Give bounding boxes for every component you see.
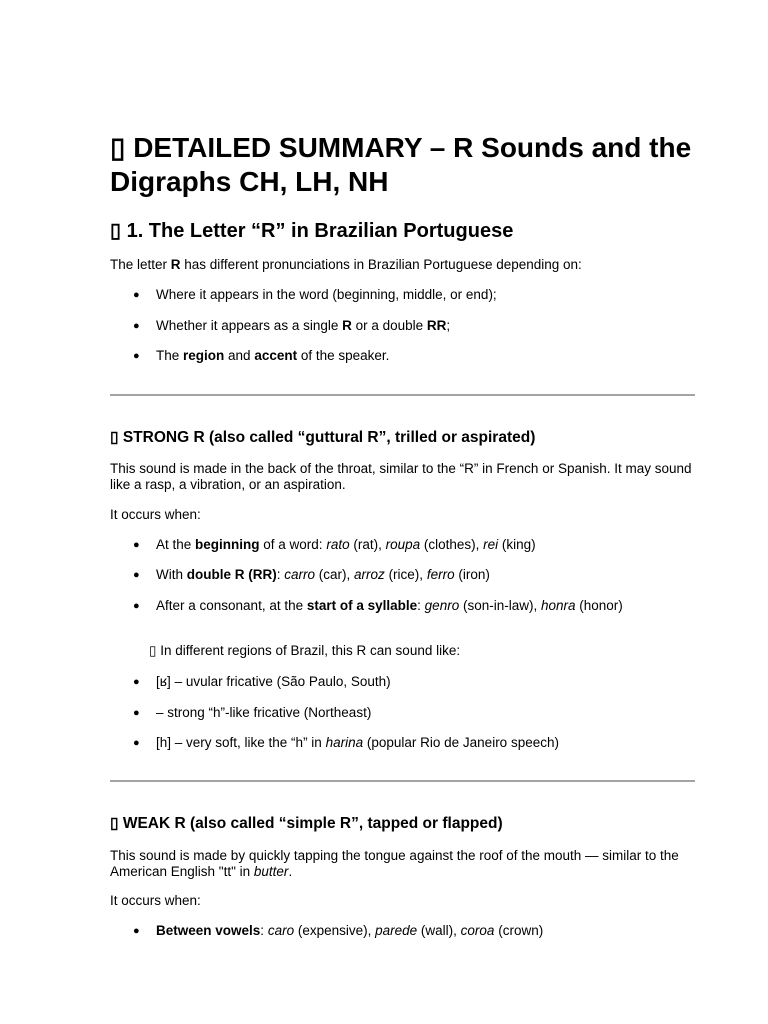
example-word: butter [253, 864, 289, 879]
section1-intro [110, 257, 700, 273]
example-word: caro [267, 923, 295, 938]
translation: (rice), [384, 567, 427, 582]
bullet-icon: ● [133, 539, 140, 551]
example-word: carro [284, 567, 316, 582]
translation: (iron) [454, 567, 490, 582]
bullet-icon: ● [133, 320, 140, 332]
weak-r-description [110, 848, 695, 880]
list-item-text: After a consonant, at the [156, 598, 307, 613]
list-item-text: or a double [351, 318, 427, 333]
bullet-icon: ● [133, 600, 140, 612]
list-item [133, 598, 716, 614]
list-item-text: of a word: [259, 537, 327, 552]
translation: (king) [498, 537, 536, 552]
strong-r-description: This sound is made in the back of the throat, similar to the “R” in French or Spanish. It may sound like a rasp, a vibration, or an aspiration. [110, 461, 692, 492]
missing-glyph-icon: ▯ [110, 429, 119, 446]
description-text: . [288, 864, 293, 879]
missing-glyph-icon: ▯ [110, 132, 126, 163]
list-item-bold: double R (RR) [186, 567, 277, 582]
intro-text-end: has different pronunciations in Brazilian Portuguese depending on: [180, 257, 582, 272]
list-item-text: With [156, 567, 187, 582]
list-item-bold: Between vowels [156, 923, 261, 938]
weak-r-occurs-label: It occurs when: [110, 893, 201, 908]
missing-glyph-icon: ▯ [110, 220, 122, 242]
example-word: roupa [385, 537, 421, 552]
list-item-text: At the [156, 537, 196, 552]
strong-r-occurs-label: It occurs when: [110, 507, 201, 522]
list-item [133, 318, 716, 334]
list-item-bold: R [342, 318, 352, 333]
list-item-text: – strong “h”-like fricative (Northeast) [156, 705, 372, 720]
list-item-bold: RR [426, 318, 447, 333]
regions-note-text: In different regions of Brazil, this R can sound like: [156, 643, 461, 658]
list-item-text: and [224, 348, 255, 363]
list-item-bold: beginning [195, 537, 260, 552]
section-heading-letter-r [110, 219, 700, 243]
translation: (son-in-law), [459, 598, 541, 613]
intro-bold: R [170, 257, 181, 272]
section-heading-weak-r [110, 814, 700, 834]
example-word: parede [375, 923, 418, 938]
list-item [133, 537, 716, 553]
section-heading-text: WEAK R (also called “simple R”, tapped or flapped) [118, 815, 503, 832]
section-heading-strong-r [110, 428, 700, 448]
example-word: ferro [426, 567, 455, 582]
example-word: honra [540, 598, 576, 613]
example-word: harina [325, 735, 364, 750]
list-item-bold: accent [254, 348, 298, 363]
divider [110, 394, 695, 396]
list-item-text: : [276, 567, 285, 582]
missing-glyph-icon: ▯ [110, 815, 119, 832]
bullet-icon: ● [133, 676, 140, 688]
section-heading-text: 1. The Letter “R” in Brazilian Portuguese [121, 220, 514, 242]
list-item [133, 735, 716, 751]
list-item-text: Whether it appears as a single [156, 318, 343, 333]
description-text: This sound is made by quickly tapping the tongue against the roof of the mouth — similar to the American English "tt" in [110, 848, 679, 879]
list-item-text: [h] – very soft, like the “h” in [156, 735, 326, 750]
example-word: coroa [460, 923, 495, 938]
bullet-icon: ● [133, 350, 140, 362]
example-word: genro [424, 598, 460, 613]
list-item-text: The [156, 348, 184, 363]
missing-glyph-icon: ▯ [149, 643, 157, 658]
list-item-text: [ʁ] – uvular fricative (São Paulo, South) [156, 674, 391, 689]
list-item-bold: start of a syllable [306, 598, 418, 613]
list-item [133, 674, 716, 690]
list-item-text: (popular Rio de Janeiro speech) [363, 735, 559, 750]
divider [110, 780, 695, 782]
page-title [110, 131, 700, 199]
list-item [133, 287, 716, 303]
intro-text: The letter [110, 257, 171, 272]
example-word: rato [326, 537, 350, 552]
translation: (expensive), [294, 923, 376, 938]
page-title-text: DETAILED SUMMARY – R Sounds and the Digraphs CH, LH, NH [110, 132, 692, 197]
translation: (wall), [417, 923, 461, 938]
bullet-icon: ● [133, 569, 140, 581]
bullet-icon: ● [133, 289, 140, 301]
list-item [133, 705, 716, 721]
list-item-text: ; [446, 318, 451, 333]
example-word: rei [483, 537, 499, 552]
list-item-bold: region [183, 348, 225, 363]
bullet-icon: ● [133, 737, 140, 749]
list-item-text: : [417, 598, 425, 613]
regions-note [149, 643, 709, 659]
list-item-text: Where it appears in the word (beginning, middle, or end); [156, 287, 497, 302]
list-item [133, 348, 716, 364]
bullet-icon: ● [133, 707, 140, 719]
bullet-icon: ● [133, 925, 140, 937]
list-item-text: of the speaker. [297, 348, 390, 363]
example-word: arroz [354, 567, 385, 582]
list-item [133, 923, 716, 939]
translation: (honor) [575, 598, 623, 613]
translation: (crown) [494, 923, 544, 938]
list-item [133, 567, 716, 583]
list-item-text: : [260, 923, 268, 938]
translation: (rat), [349, 537, 386, 552]
section-heading-text: STRONG R (also called “guttural R”, trilled or aspirated) [118, 429, 536, 446]
translation: (car), [315, 567, 355, 582]
translation: (clothes), [420, 537, 484, 552]
